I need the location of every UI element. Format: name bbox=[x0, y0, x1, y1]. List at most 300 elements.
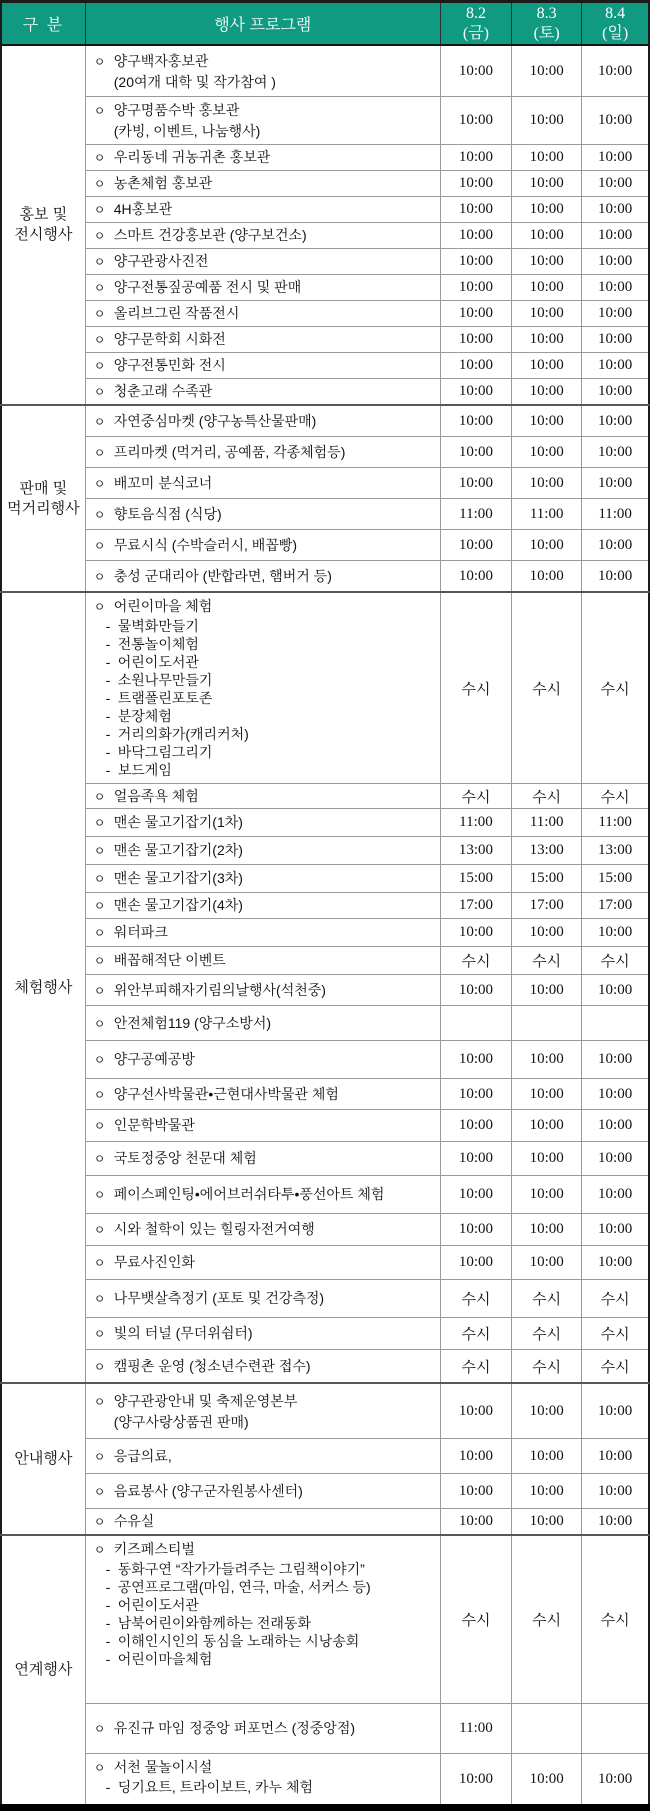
time-cell: 10:00 bbox=[440, 1246, 511, 1280]
time-cell: 13:00 bbox=[512, 837, 582, 865]
time-cell: 수시 bbox=[512, 947, 582, 975]
program-cell bbox=[85, 561, 440, 593]
time-cell: 10:00 bbox=[582, 223, 649, 249]
program-cell bbox=[85, 353, 440, 379]
time-cell: 10:00 bbox=[512, 379, 582, 406]
time-cell: 17:00 bbox=[512, 893, 582, 919]
program-title: 올리브그린 작품전시 bbox=[113, 305, 240, 321]
program-title: 인문학박물관 bbox=[113, 1117, 195, 1133]
time-cell: 10:00 bbox=[440, 1142, 511, 1176]
time-cell: 10:00 bbox=[512, 1176, 582, 1214]
time-cell: 10:00 bbox=[440, 301, 511, 327]
program-title: 우리동네 귀농귀촌 홍보관 bbox=[113, 149, 271, 165]
item-bullet-icon: ㅇ bbox=[93, 1515, 106, 1529]
program-cell bbox=[85, 975, 440, 1006]
program-cell bbox=[85, 145, 440, 171]
item-bullet-icon: ㅇ bbox=[93, 1449, 106, 1464]
section-label-line: 연계행사 bbox=[14, 1661, 73, 1678]
program-title: 응급의료, bbox=[113, 1447, 172, 1464]
table-row bbox=[1, 145, 649, 171]
program-cell bbox=[85, 1439, 440, 1474]
time-cell: 10:00 bbox=[440, 223, 511, 249]
table-row bbox=[1, 1214, 649, 1246]
program-cell bbox=[85, 592, 440, 784]
sub-item-dash-icon: - bbox=[105, 618, 111, 634]
time-cell: 10:00 bbox=[512, 45, 582, 97]
program-title-line bbox=[92, 868, 438, 889]
program-title-line bbox=[92, 100, 438, 121]
sub-item-text: 바닥그림그리기 bbox=[117, 744, 213, 760]
program-title: 국토정중앙 천문대 체험 bbox=[113, 1150, 257, 1166]
table-row bbox=[1, 1704, 649, 1754]
program-title: 나무뱃살측정기 (포토 및 건강측정) bbox=[113, 1290, 325, 1306]
item-bullet-icon: ㅇ bbox=[93, 177, 106, 191]
sub-item-text: 이해인시인의 동심을 노래하는 시낭송회 bbox=[117, 1633, 360, 1649]
program-title: 캠핑촌 운영 (청소년수련관 접수) bbox=[113, 1357, 311, 1374]
time-cell bbox=[582, 1006, 649, 1041]
item-bullet-icon: ㅇ bbox=[93, 255, 106, 269]
sub-item-dash-icon: - bbox=[105, 726, 111, 742]
sub-item-text: 분장체험 bbox=[117, 708, 172, 724]
time-cell: 10:00 bbox=[582, 1383, 649, 1439]
time-cell: 10:00 bbox=[582, 97, 649, 145]
table-row bbox=[1, 45, 649, 97]
program-cell bbox=[85, 1142, 440, 1176]
time-cell: 10:00 bbox=[440, 1754, 511, 1808]
program-title-line bbox=[92, 1323, 438, 1344]
program-title: 농촌체험 홍보관 bbox=[113, 175, 213, 191]
header-day-2-date: 8.3 bbox=[536, 4, 557, 22]
program-title: 키즈페스티벌 bbox=[113, 1541, 195, 1557]
table-row bbox=[1, 919, 649, 947]
program-title-line bbox=[92, 922, 438, 943]
time-cell bbox=[512, 1704, 582, 1754]
item-bullet-icon: ㅇ bbox=[93, 333, 106, 347]
program-title-line bbox=[92, 535, 438, 556]
time-cell: 11:00 bbox=[512, 809, 582, 837]
time-cell: 10:00 bbox=[582, 379, 649, 406]
program-cell bbox=[85, 1509, 440, 1536]
time-cell: 10:00 bbox=[582, 301, 649, 327]
time-cell: 10:00 bbox=[512, 919, 582, 947]
sub-item-dash-icon: - bbox=[105, 744, 111, 760]
time-cell: 10:00 bbox=[512, 197, 582, 223]
item-bullet-icon: ㅇ bbox=[93, 229, 106, 243]
header-program: 행사 프로그램 bbox=[85, 2, 440, 46]
time-cell: 10:00 bbox=[582, 1439, 649, 1474]
program-title: 무료시식 (수박슬러시, 배꼽빵) bbox=[113, 536, 298, 553]
item-bullet-icon: ㅇ bbox=[93, 600, 106, 614]
time-cell: 10:00 bbox=[582, 1176, 649, 1214]
item-bullet-icon: ㅇ bbox=[93, 569, 106, 584]
time-cell: 수시 bbox=[582, 592, 649, 784]
program-title-line bbox=[92, 147, 438, 168]
item-bullet-icon: ㅇ bbox=[93, 1119, 106, 1133]
time-cell: 11:00 bbox=[582, 809, 649, 837]
program-title-line bbox=[92, 473, 438, 494]
program-title-line bbox=[92, 251, 438, 272]
time-cell: 10:00 bbox=[512, 301, 582, 327]
header-day-3-date: 8.4 bbox=[605, 4, 626, 22]
sub-item-text: 전통놀이체험 bbox=[117, 636, 199, 652]
program-title: 향토음식점 (식당) bbox=[113, 505, 222, 522]
program-cell bbox=[85, 275, 440, 301]
sub-item-text: 남북어린이와함께하는 전래동화 bbox=[117, 1615, 311, 1631]
time-cell: 수시 bbox=[582, 1535, 649, 1704]
program-title-line bbox=[92, 1049, 438, 1070]
program-cell bbox=[85, 1704, 440, 1754]
sub-item-dash-icon: - bbox=[105, 1561, 111, 1577]
time-cell: 수시 bbox=[440, 947, 511, 975]
program-cell bbox=[85, 223, 440, 249]
program-cell bbox=[85, 379, 440, 406]
program-cell bbox=[85, 1350, 440, 1384]
program-title: 4H홍보관 bbox=[113, 201, 173, 217]
time-cell: 10:00 bbox=[440, 437, 511, 468]
program-title: 맨손 물고기잡기(1차) bbox=[113, 814, 243, 830]
program-title-line bbox=[92, 329, 438, 350]
item-bullet-icon: ㅇ bbox=[93, 1484, 106, 1499]
table-row bbox=[1, 275, 649, 301]
program-cell bbox=[85, 327, 440, 353]
program-title: 양구전통민화 전시 bbox=[113, 357, 226, 373]
time-cell: 수시 bbox=[512, 1318, 582, 1350]
program-title-line bbox=[92, 173, 438, 194]
program-cell bbox=[85, 1176, 440, 1214]
time-cell: 수시 bbox=[440, 1318, 511, 1350]
header-day-2 bbox=[512, 2, 582, 46]
program-title-line bbox=[92, 840, 438, 861]
item-bullet-icon: ㅇ bbox=[93, 104, 106, 118]
time-cell: 10:00 bbox=[440, 249, 511, 275]
program-cell bbox=[85, 1280, 440, 1318]
section-label bbox=[1, 45, 85, 405]
time-cell: 10:00 bbox=[512, 1110, 582, 1142]
item-bullet-icon: ㅇ bbox=[93, 1394, 106, 1409]
table-row bbox=[1, 1535, 649, 1704]
program-title: 양구백자홍보관 bbox=[113, 52, 209, 69]
program-title-line bbox=[92, 1511, 438, 1532]
program-detail: (20여개 대학 및 작가참여 ) bbox=[113, 73, 276, 90]
item-bullet-icon: ㅇ bbox=[93, 1256, 106, 1270]
table-row bbox=[1, 97, 649, 145]
table-row bbox=[1, 809, 649, 837]
time-cell: 10:00 bbox=[440, 1041, 511, 1079]
item-bullet-icon: ㅇ bbox=[93, 1543, 106, 1557]
table-row bbox=[1, 1318, 649, 1350]
time-cell: 10:00 bbox=[440, 275, 511, 301]
time-cell: 10:00 bbox=[582, 171, 649, 197]
sub-item-dash-icon: - bbox=[105, 690, 111, 706]
time-cell: 10:00 bbox=[512, 275, 582, 301]
program-cell bbox=[85, 1214, 440, 1246]
program-cell bbox=[85, 45, 440, 97]
program-title: 양구명품수박 홍보관 bbox=[113, 102, 240, 118]
sub-item-dash-icon: - bbox=[105, 1597, 111, 1613]
table-row bbox=[1, 947, 649, 975]
time-cell: 13:00 bbox=[582, 837, 649, 865]
program-cell bbox=[85, 947, 440, 975]
table-row bbox=[1, 301, 649, 327]
time-cell: 10:00 bbox=[582, 919, 649, 947]
section-label-line: 먹거리행사 bbox=[7, 499, 80, 517]
program-cell bbox=[85, 893, 440, 919]
program-title-line bbox=[92, 442, 438, 463]
program-cell bbox=[85, 1110, 440, 1142]
program-cell bbox=[85, 1754, 440, 1808]
time-cell: 11:00 bbox=[440, 809, 511, 837]
program-title: 양구공예공방 bbox=[113, 1051, 195, 1067]
time-cell: 10:00 bbox=[582, 327, 649, 353]
sub-item-text: 보드게임 bbox=[117, 762, 172, 778]
program-title: 수유실 bbox=[113, 1513, 155, 1529]
program-title-line bbox=[92, 1446, 438, 1467]
time-cell: 10:00 bbox=[440, 1474, 511, 1509]
table-row bbox=[1, 1754, 649, 1808]
program-sub-item bbox=[106, 707, 438, 725]
time-cell: 수시 bbox=[512, 1535, 582, 1704]
time-cell: 10:00 bbox=[512, 145, 582, 171]
program-sub-item bbox=[106, 1560, 438, 1578]
sub-item-dash-icon: - bbox=[105, 636, 111, 652]
item-bullet-icon: ㅇ bbox=[93, 54, 106, 69]
table-row bbox=[1, 784, 649, 809]
program-cell bbox=[85, 1079, 440, 1110]
time-cell: 11:00 bbox=[440, 1704, 511, 1754]
time-cell: 수시 bbox=[440, 1535, 511, 1704]
time-cell: 10:00 bbox=[440, 1176, 511, 1214]
time-cell: 10:00 bbox=[512, 97, 582, 145]
program-title-line bbox=[92, 225, 438, 246]
section-label-line: 안내행사 bbox=[14, 1450, 73, 1467]
time-cell: 10:00 bbox=[582, 197, 649, 223]
time-cell: 10:00 bbox=[512, 327, 582, 353]
time-cell: 10:00 bbox=[582, 1142, 649, 1176]
table-row bbox=[1, 405, 649, 437]
program-title: 충성 군대리아 (반합라면, 햄버거 등) bbox=[113, 567, 332, 584]
program-cell bbox=[85, 171, 440, 197]
time-cell: 15:00 bbox=[582, 865, 649, 893]
program-cell bbox=[85, 1041, 440, 1079]
time-cell: 10:00 bbox=[512, 223, 582, 249]
schedule-body bbox=[1, 45, 649, 1808]
program-detail: (카빙, 이벤트, 나눔행사) bbox=[113, 123, 261, 139]
program-title: 양구선사박물관•근현대사박물관 체험 bbox=[113, 1085, 339, 1102]
time-cell: 10:00 bbox=[440, 561, 511, 593]
table-row bbox=[1, 1439, 649, 1474]
program-title-line bbox=[92, 1013, 438, 1034]
program-title: 프리마켓 (먹거리, 공예품, 각종체험등) bbox=[113, 443, 346, 460]
item-bullet-icon: ㅇ bbox=[93, 1722, 106, 1736]
item-bullet-icon: ㅇ bbox=[93, 414, 106, 429]
program-title: 자연중심마켓 (양구농특산물판매) bbox=[113, 412, 317, 429]
sub-item-text: 어린이도서관 bbox=[117, 1597, 199, 1613]
program-title: 스마트 건강홍보관 (양구보건소) bbox=[113, 227, 307, 243]
header-day-1 bbox=[440, 2, 511, 46]
table-row bbox=[1, 893, 649, 919]
program-cell bbox=[85, 97, 440, 145]
program-title: 서천 물놀이시설 bbox=[113, 1759, 213, 1775]
program-cell bbox=[85, 1474, 440, 1509]
time-cell: 10:00 bbox=[582, 353, 649, 379]
time-cell: 10:00 bbox=[582, 45, 649, 97]
time-cell: 10:00 bbox=[512, 1509, 582, 1536]
table-row bbox=[1, 437, 649, 468]
time-cell: 수시 bbox=[582, 1318, 649, 1350]
time-cell: 10:00 bbox=[582, 468, 649, 499]
time-cell: 수시 bbox=[582, 1350, 649, 1384]
program-title: 얼음족욕 체험 bbox=[113, 787, 199, 804]
sub-item-dash-icon: - bbox=[105, 1633, 111, 1649]
program-title-line bbox=[92, 1391, 438, 1412]
time-cell: 10:00 bbox=[582, 1214, 649, 1246]
time-cell: 수시 bbox=[440, 1350, 511, 1384]
program-title: 안전체험119 (양구소방서) bbox=[113, 1014, 271, 1031]
program-sub-item bbox=[106, 1596, 438, 1614]
program-cell bbox=[85, 249, 440, 275]
item-bullet-icon: ㅇ bbox=[93, 307, 106, 321]
program-sub-item bbox=[106, 635, 438, 653]
time-cell: 수시 bbox=[512, 1350, 582, 1384]
item-bullet-icon: ㅇ bbox=[93, 507, 106, 522]
program-sub-item bbox=[106, 1650, 438, 1668]
time-cell: 10:00 bbox=[440, 1110, 511, 1142]
table-row bbox=[1, 499, 649, 530]
program-title-line bbox=[92, 1252, 438, 1273]
table-row bbox=[1, 530, 649, 561]
item-bullet-icon: ㅇ bbox=[93, 1016, 106, 1031]
time-cell: 10:00 bbox=[440, 468, 511, 499]
program-title-line bbox=[92, 1288, 438, 1309]
time-cell: 10:00 bbox=[582, 1079, 649, 1110]
time-cell: 10:00 bbox=[582, 1509, 649, 1536]
program-cell bbox=[85, 1246, 440, 1280]
program-title: 페이스페인팅•에어브러쉬타투•풍선아트 체험 bbox=[113, 1186, 385, 1202]
item-bullet-icon: ㅇ bbox=[93, 844, 106, 858]
section-label bbox=[1, 405, 85, 592]
item-bullet-icon: ㅇ bbox=[93, 1053, 106, 1067]
time-cell: 11:00 bbox=[512, 499, 582, 530]
item-bullet-icon: ㅇ bbox=[93, 983, 106, 998]
program-title-line bbox=[92, 1148, 438, 1169]
program-cell bbox=[85, 301, 440, 327]
header-category: 구 분 bbox=[1, 2, 85, 46]
time-cell: 10:00 bbox=[440, 919, 511, 947]
time-cell: 10:00 bbox=[582, 530, 649, 561]
time-cell: 10:00 bbox=[440, 530, 511, 561]
time-cell bbox=[582, 1704, 649, 1754]
program-title: 어린이마을 체험 bbox=[113, 598, 213, 614]
sub-item-dash-icon: - bbox=[105, 762, 111, 778]
section-label bbox=[1, 592, 85, 1383]
program-title-line bbox=[92, 355, 438, 376]
program-title: 유진규 마임 정중앙 퍼포먼스 (정중앙점) bbox=[113, 1720, 356, 1736]
time-cell: 10:00 bbox=[512, 249, 582, 275]
time-cell: 10:00 bbox=[440, 145, 511, 171]
table-row bbox=[1, 975, 649, 1006]
program-sub-item bbox=[106, 725, 438, 743]
program-title: 맨손 물고기잡기(4차) bbox=[113, 897, 243, 913]
time-cell: 10:00 bbox=[582, 1041, 649, 1079]
time-cell: 수시 bbox=[512, 1280, 582, 1318]
time-cell: 10:00 bbox=[440, 97, 511, 145]
sub-item-dash-icon: - bbox=[105, 1651, 111, 1667]
time-cell: 10:00 bbox=[440, 975, 511, 1006]
sub-item-text: 소원나무만들기 bbox=[117, 672, 213, 688]
program-detail: (양구사랑상품권 판매) bbox=[113, 1413, 249, 1430]
header-day-2-weekday: (토) bbox=[533, 24, 560, 42]
time-cell: 10:00 bbox=[512, 1383, 582, 1439]
time-cell: 10:00 bbox=[512, 1754, 582, 1808]
time-cell: 10:00 bbox=[512, 975, 582, 1006]
item-bullet-icon: ㅇ bbox=[93, 385, 106, 399]
program-title: 양구관광안내 및 축제운영본부 bbox=[113, 1392, 298, 1409]
table-row bbox=[1, 1079, 649, 1110]
time-cell: 10:00 bbox=[440, 327, 511, 353]
sub-item-text: 딩기요트, 트라이보트, 카누 체험 bbox=[117, 1779, 314, 1795]
program-title-line bbox=[92, 411, 438, 432]
table-row bbox=[1, 592, 649, 784]
table-row bbox=[1, 1383, 649, 1439]
time-cell: 10:00 bbox=[582, 1110, 649, 1142]
time-cell: 수시 bbox=[512, 784, 582, 809]
section-label-line: 홍보 및 bbox=[19, 206, 68, 223]
time-cell: 10:00 bbox=[440, 1509, 511, 1536]
program-title-line bbox=[92, 303, 438, 324]
time-cell: 10:00 bbox=[512, 561, 582, 593]
program-cell bbox=[85, 865, 440, 893]
program-sub-item bbox=[106, 671, 438, 689]
program-title-line bbox=[92, 504, 438, 525]
program-title-line bbox=[92, 1184, 438, 1205]
sub-item-dash-icon: - bbox=[105, 1779, 111, 1795]
section-label-line: 전시행사 bbox=[14, 226, 73, 243]
program-cell bbox=[85, 437, 440, 468]
time-cell: 수시 bbox=[440, 1280, 511, 1318]
table-row bbox=[1, 837, 649, 865]
program-title-line bbox=[92, 566, 438, 587]
program-title-line bbox=[92, 1115, 438, 1136]
sub-item-dash-icon: - bbox=[105, 1579, 111, 1595]
time-cell: 10:00 bbox=[582, 975, 649, 1006]
program-title-line bbox=[92, 895, 438, 916]
program-cell bbox=[85, 405, 440, 437]
table-row bbox=[1, 1280, 649, 1318]
program-title-line bbox=[92, 1481, 438, 1502]
time-cell: 10:00 bbox=[440, 171, 511, 197]
table-row bbox=[1, 561, 649, 593]
program-title: 빛의 터널 (무더위쉼터) bbox=[113, 1325, 253, 1341]
time-cell: 10:00 bbox=[582, 275, 649, 301]
time-cell: 수시 bbox=[440, 784, 511, 809]
section-label-line: 판매 및 bbox=[19, 479, 68, 497]
program-cell bbox=[85, 197, 440, 223]
program-title-line bbox=[92, 1757, 438, 1778]
program-sub-item bbox=[106, 689, 438, 707]
item-bullet-icon: ㅇ bbox=[93, 151, 106, 165]
time-cell: 15:00 bbox=[440, 865, 511, 893]
program-cell bbox=[85, 809, 440, 837]
time-cell: 10:00 bbox=[512, 530, 582, 561]
time-cell: 수시 bbox=[440, 592, 511, 784]
item-bullet-icon: ㅇ bbox=[93, 359, 106, 373]
time-cell: 10:00 bbox=[512, 405, 582, 437]
sub-item-text: 거리의화가(캐리커처) bbox=[117, 726, 249, 742]
time-cell: 15:00 bbox=[512, 865, 582, 893]
item-bullet-icon: ㅇ bbox=[93, 926, 106, 940]
header-day-3-weekday: (일) bbox=[602, 24, 629, 42]
program-title: 양구전통짚공예품 전시 및 판매 bbox=[113, 279, 302, 295]
